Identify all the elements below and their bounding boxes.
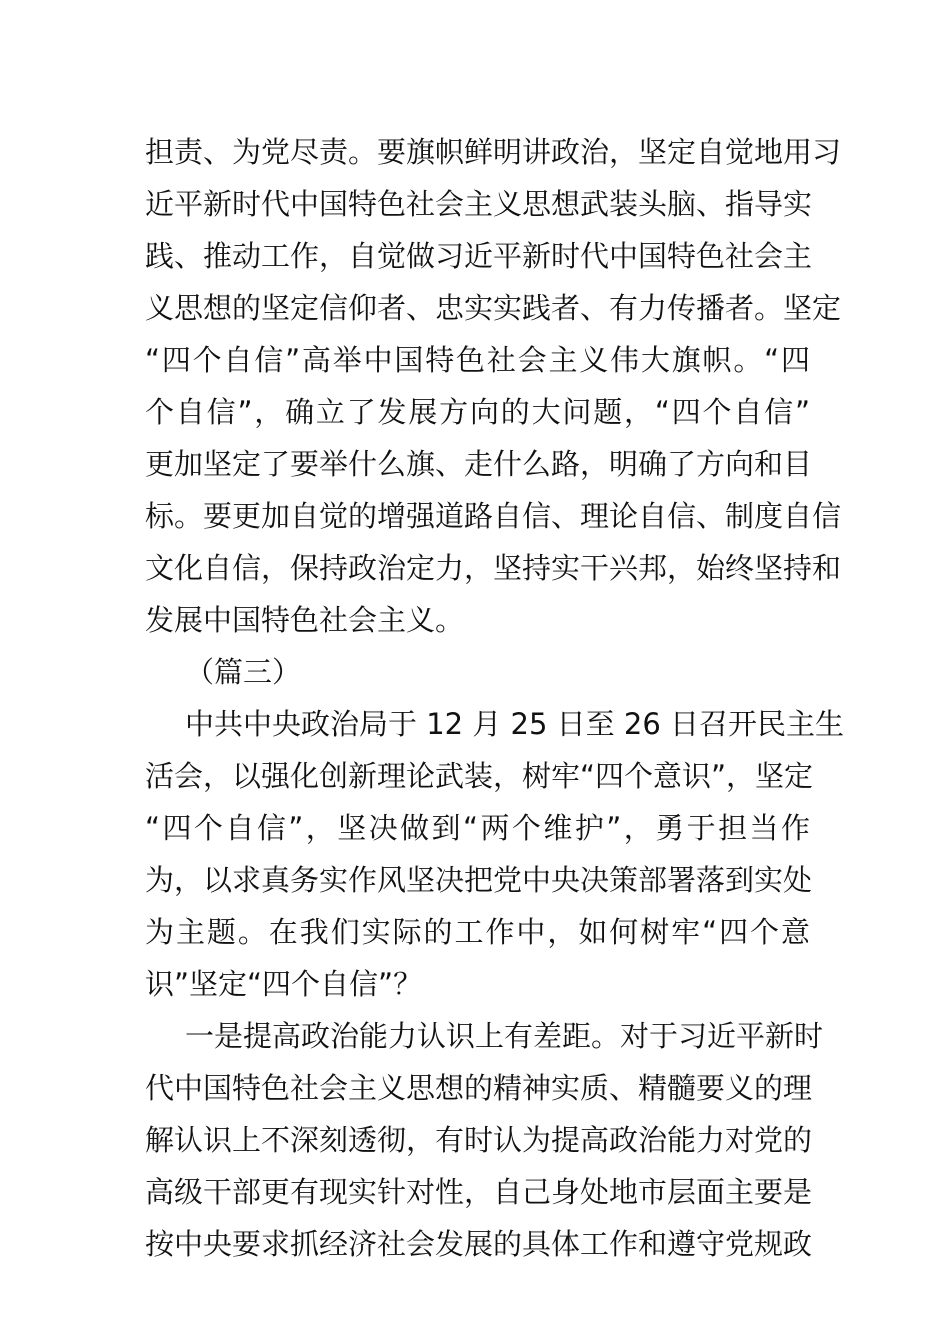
text-line: 践、推动工作，自觉做习近平新时代中国特色社会主 xyxy=(145,239,813,273)
document-body xyxy=(145,126,845,1270)
text-line: 发展中国特色社会主义。 xyxy=(145,603,465,637)
text-line: 担责、为党尽责。要旗帜鲜明讲政治，坚定自觉地用习 xyxy=(145,135,842,169)
text-line: 代中国特色社会主义思想的精神实质、精髓要义的理 xyxy=(145,1071,813,1105)
text-line: 识”坚定“四个自信”？ xyxy=(145,967,423,1001)
text-line: 个自信”，确立了发展方向的大问题，“四个自信” xyxy=(145,395,810,429)
text-line: “四个自信”高举中国特色社会主义伟大旗帜。“四 xyxy=(145,343,810,377)
text-line: （篇三） xyxy=(185,655,302,689)
text-line: 按中央要求抓经济社会发展的具体工作和遵守党规政 xyxy=(145,1227,813,1261)
text-line: 近平新时代中国特色社会主义思想武装头脑、指导实 xyxy=(145,187,813,221)
text-line: 文化自信，保持政治定力，坚持实干兴邦，始终坚持和 xyxy=(145,551,842,585)
text-line: 高级干部更有现实针对性，自己身处地市层面主要是 xyxy=(145,1175,813,1209)
text-line: 活会，以强化创新理论武装，树牢“四个意识”，坚定 xyxy=(145,759,814,793)
text-line: 更加坚定了要举什么旗、走什么路，明确了方向和目 xyxy=(145,447,813,481)
text-line: 为主题。在我们实际的工作中，如何树牢“四个意 xyxy=(145,915,810,949)
text-line: 一是提高政治能力认识上有差距。对于习近平新时 xyxy=(185,1019,824,1053)
text-line: 为，以求真务实作风坚决把党中央决策部署落到实处 xyxy=(145,863,813,897)
text-line: 中共中央政治局于 12 月 25 日至 26 日召开民主生 xyxy=(185,707,845,741)
text-line: 解认识上不深刻透彻，有时认为提高政治能力对党的 xyxy=(145,1123,813,1157)
text-line: “四个自信”，坚决做到“两个维护”，勇于担当作 xyxy=(145,811,810,845)
text-line: 标。要更加自觉的增强道路自信、理论自信、制度自信 xyxy=(145,499,842,533)
text-line: 义思想的坚定信仰者、忠实实践者、有力传播者。坚定 xyxy=(145,291,842,325)
